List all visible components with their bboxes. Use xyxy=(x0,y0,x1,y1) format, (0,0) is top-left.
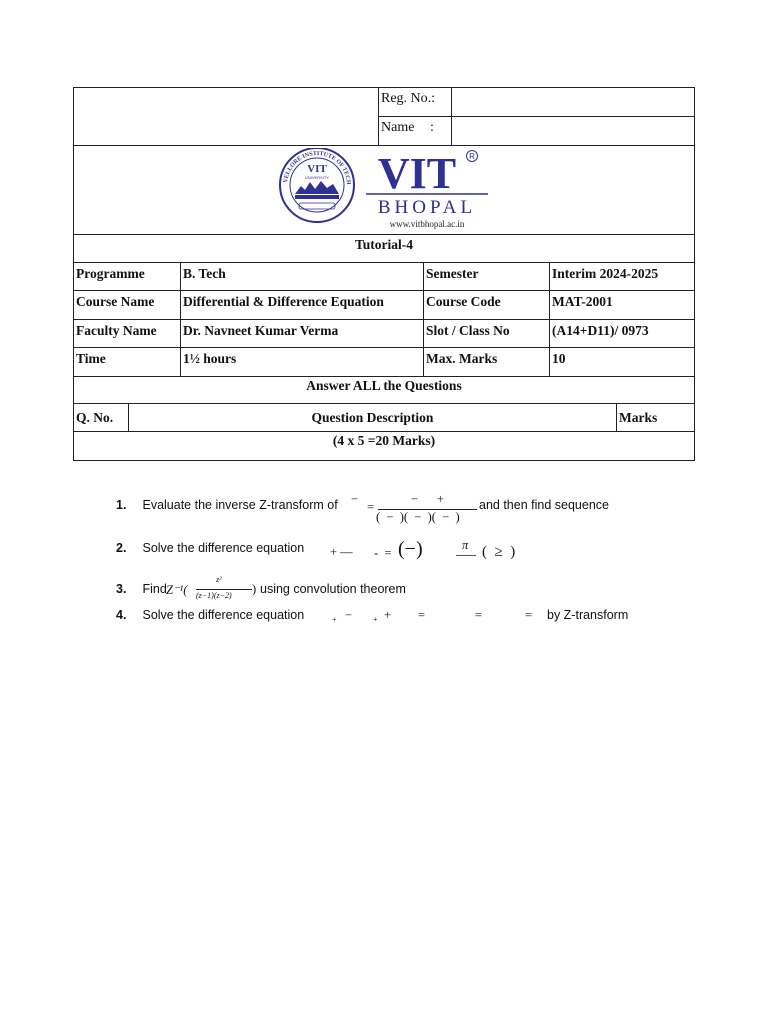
instructions-row xyxy=(74,377,694,404)
qno-header: Q. No. xyxy=(76,410,114,425)
tutorial-title-row xyxy=(74,235,694,263)
name-label: Name xyxy=(381,120,415,135)
q4-sub-1: + xyxy=(332,615,337,624)
exam-header-table xyxy=(73,87,695,461)
q4-eq-minus: − xyxy=(345,608,353,622)
q1-eq-numerator: − + xyxy=(411,492,444,506)
semester-value: Interim 2024-2025 xyxy=(549,263,694,290)
description-header: Question Description xyxy=(128,404,616,431)
question-number: 1. xyxy=(116,498,127,512)
svg-text:VELLORE INSTITUTE OF TECHNOLOG: VELLORE INSTITUTE OF TECH xyxy=(283,150,352,185)
university-seal-icon xyxy=(277,148,492,232)
q3-frac-den: (z−1)(z−2) xyxy=(196,591,232,600)
q2-eq-pi: π xyxy=(462,538,469,552)
programme-row xyxy=(74,263,694,291)
q1-eq-minus: − xyxy=(351,492,359,506)
time-value: 1½ hours xyxy=(180,348,423,376)
slot-label: Slot / Class No xyxy=(423,320,549,347)
q4-eq-plus: + xyxy=(384,608,392,622)
q4-eq-equals-3: = xyxy=(525,608,533,622)
q2-eq-part-c: (−) xyxy=(398,538,423,560)
q4-eq-equals-2: = xyxy=(475,608,483,622)
faculty-label: Faculty Name xyxy=(76,323,157,338)
question-2 xyxy=(116,541,304,555)
course-code-value: MAT-2001 xyxy=(549,291,694,319)
programme-value: B. Tech xyxy=(180,263,423,290)
name-label-cell xyxy=(378,117,451,145)
time-row xyxy=(74,348,694,377)
student-info-row xyxy=(74,88,694,146)
question-3 xyxy=(116,582,167,596)
q3-frac-line xyxy=(196,589,252,590)
marks-header: Marks xyxy=(616,404,694,431)
question-number: 2. xyxy=(116,541,127,555)
question-4 xyxy=(116,608,304,622)
course-name-value: Differential & Difference Equation xyxy=(180,291,423,319)
slot-value: (A14+D11)/ 0973 xyxy=(549,320,694,347)
q3-math-close: ) xyxy=(252,582,257,596)
q4-eq-equals-1: = xyxy=(418,608,426,622)
course-row xyxy=(74,291,694,320)
semester-label: Semester xyxy=(423,263,549,290)
svg-text:UNIVERSITY: UNIVERSITY xyxy=(304,175,330,180)
question-number: 3. xyxy=(116,582,127,596)
question-text: Solve the difference equation xyxy=(142,541,305,555)
reg-no-label: Reg. No.: xyxy=(381,91,436,106)
q2-eq-part-a: + — xyxy=(330,545,353,559)
q4-sub-2: + xyxy=(373,615,378,624)
q3-tail: using convolution theorem xyxy=(260,582,406,596)
q1-eq-equals: = xyxy=(367,500,375,514)
question-number: 4. xyxy=(116,608,127,622)
svg-text:BHOPAL: BHOPAL xyxy=(377,197,477,218)
svg-text:VIT: VIT xyxy=(377,149,457,198)
marks-note: (4 x 5 =20 Marks) xyxy=(332,433,436,448)
question-text: Solve the difference equation xyxy=(142,608,305,622)
reg-no-field[interactable] xyxy=(451,88,694,117)
q3-frac-num: z² xyxy=(216,575,222,584)
q1-tail: and then find sequence xyxy=(479,498,609,512)
course-name-label: Course Name xyxy=(76,294,155,309)
tutorial-title: Tutorial-4 xyxy=(354,237,413,252)
q2-eq-part-b: - = xyxy=(374,546,392,560)
reg-no-label-cell xyxy=(378,88,451,117)
q3-math-open: Z⁻¹( xyxy=(166,583,188,597)
logo-row xyxy=(74,146,694,235)
question-text: Find xyxy=(142,582,167,596)
svg-text:R: R xyxy=(469,152,475,161)
name-colon: : xyxy=(429,120,434,135)
question-1 xyxy=(116,498,338,512)
max-marks-value: 10 xyxy=(549,348,694,376)
name-field[interactable] xyxy=(451,117,694,145)
q4-tail: by Z-transform xyxy=(547,608,629,622)
svg-text:www.vitbhopal.ac.in: www.vitbhopal.ac.in xyxy=(389,219,465,229)
q2-eq-fraction-line xyxy=(456,555,476,556)
question-text: Evaluate the inverse Z-transform of xyxy=(142,498,338,512)
q2-eq-part-d: ( ≥ ) xyxy=(482,544,516,560)
time-label: Time xyxy=(76,351,106,366)
faculty-row xyxy=(74,320,694,348)
marks-note-row xyxy=(74,432,694,460)
programme-label: Programme xyxy=(76,266,145,281)
q1-eq-denominator: ( − )( − )( − ) xyxy=(376,510,460,524)
svg-text:VIT: VIT xyxy=(307,163,327,175)
vit-bhopal-logo xyxy=(277,148,492,237)
instructions-text: Answer ALL the Questions xyxy=(306,378,462,393)
course-code-label: Course Code xyxy=(423,291,549,319)
faculty-value: Dr. Navneet Kumar Verma xyxy=(180,320,423,347)
question-table-header xyxy=(74,404,694,432)
max-marks-label: Max. Marks xyxy=(423,348,549,376)
